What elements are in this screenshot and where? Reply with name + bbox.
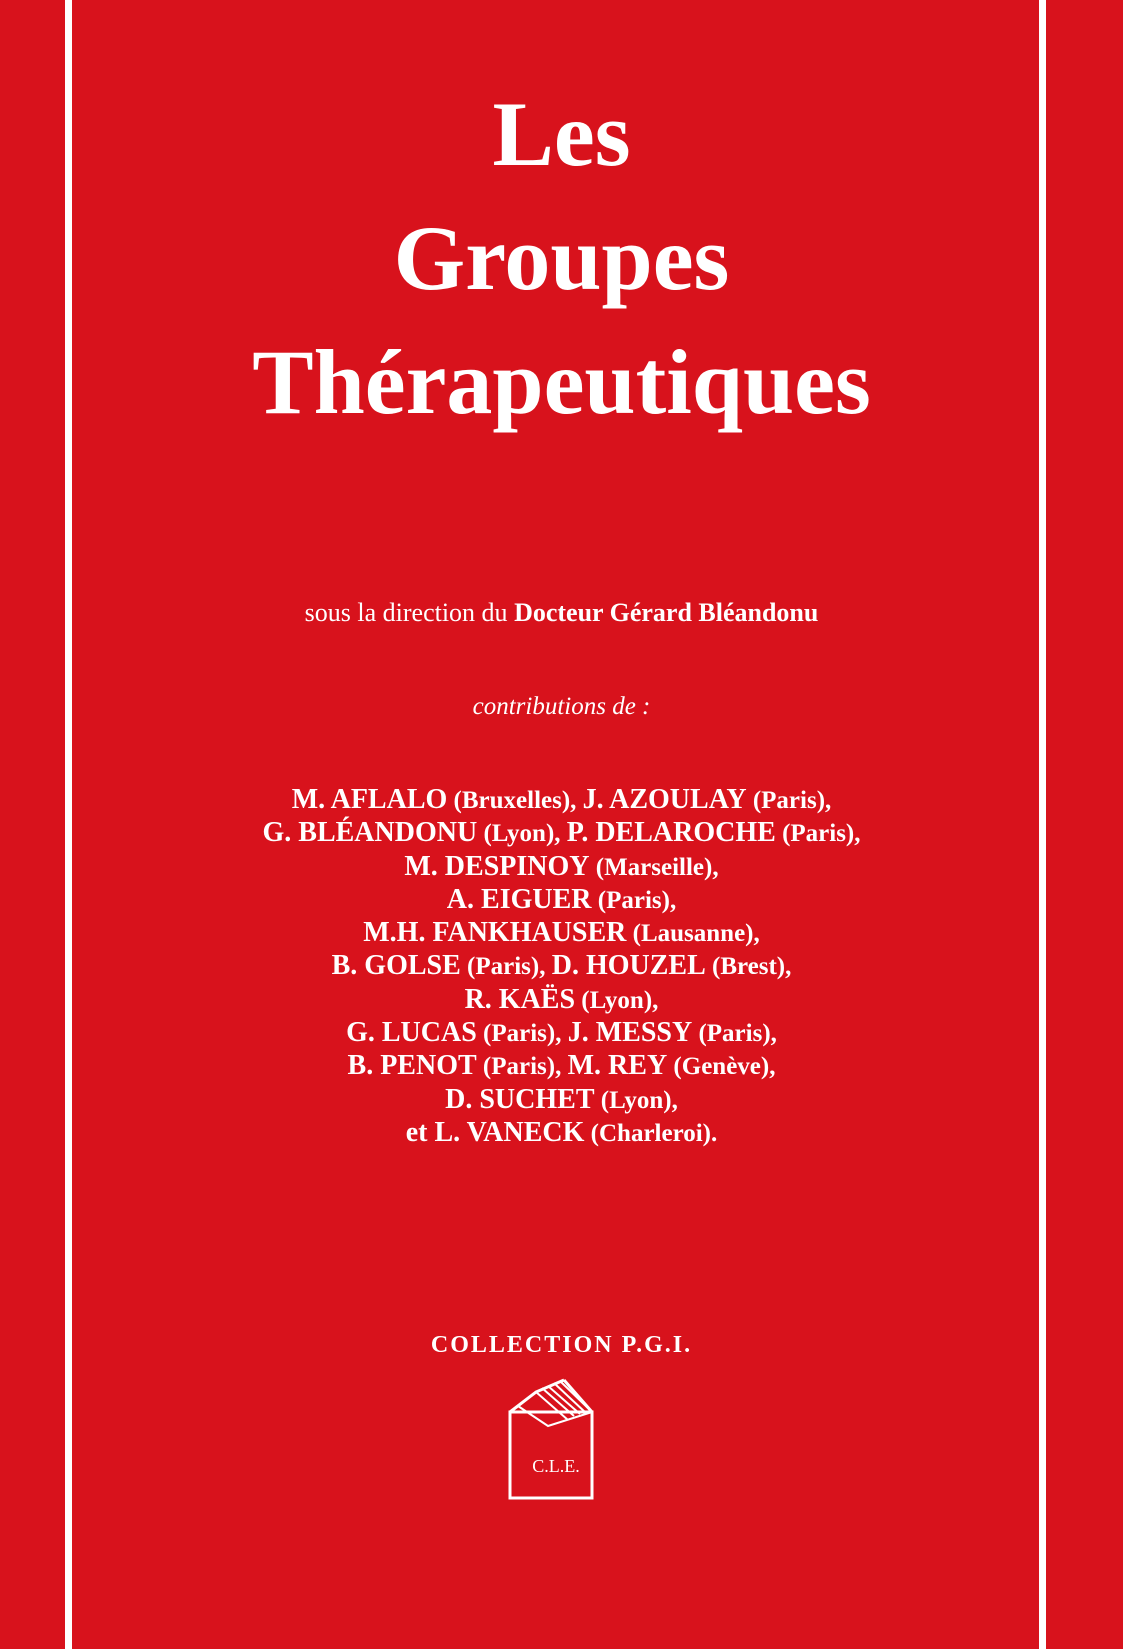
contributor-line bbox=[0, 851, 1123, 884]
contributor-line bbox=[0, 784, 1123, 817]
contributor-name: D. HOUZEL bbox=[551, 950, 706, 982]
contributor-city: (Genève), bbox=[667, 1053, 776, 1081]
contributor-city: (Paris), bbox=[460, 953, 552, 981]
contributor-city: (Paris), bbox=[692, 1020, 777, 1048]
contributor-line bbox=[0, 1050, 1123, 1083]
contributor-city: (Paris), bbox=[476, 1020, 568, 1048]
publisher-logo bbox=[508, 1376, 604, 1502]
title-line-3: Thérapeutiques bbox=[252, 331, 871, 433]
contributor-line bbox=[0, 884, 1123, 917]
contributor-name: M.H. FANKHAUSER bbox=[363, 917, 627, 949]
contributor-city: (Marseille), bbox=[589, 853, 719, 881]
contributor-line bbox=[0, 1084, 1123, 1117]
editor-prefix: sous la direction du bbox=[304, 598, 515, 627]
contributor-city: (Lyon), bbox=[477, 820, 567, 848]
book-title bbox=[0, 72, 1123, 444]
contributor-name: et L. VANECK bbox=[405, 1116, 585, 1148]
contributor-name: A. EIGUER bbox=[446, 883, 592, 915]
contributor-city: (Lyon), bbox=[575, 986, 659, 1014]
contributor-name: D. SUCHET bbox=[445, 1083, 595, 1115]
contributor-city: (Paris), bbox=[775, 820, 861, 848]
contributor-line bbox=[0, 1117, 1123, 1150]
contributor-name: M. AFLALO bbox=[291, 784, 448, 815]
contributor-line bbox=[0, 817, 1123, 850]
contributor-line bbox=[0, 1017, 1123, 1050]
contributor-city: (Paris), bbox=[591, 886, 677, 914]
contributor-name: B. GOLSE bbox=[331, 950, 461, 982]
contributor-city: (Bruxelles), bbox=[447, 787, 583, 814]
contributor-line bbox=[0, 950, 1123, 983]
title-line-2: Groupes bbox=[393, 207, 730, 309]
contributor-line bbox=[0, 984, 1123, 1017]
contributor-city: (Paris), bbox=[746, 787, 832, 814]
contributor-name: G. BLÉANDONU bbox=[262, 817, 478, 849]
contributions-label: contributions de : bbox=[472, 693, 651, 720]
contributor-city: (Paris), bbox=[476, 1053, 568, 1081]
book-icon bbox=[508, 1376, 604, 1502]
contributor-name: M. REY bbox=[567, 1050, 668, 1082]
contributor-city: (Brest), bbox=[705, 953, 792, 981]
editor-line bbox=[0, 596, 1123, 630]
contributors-list bbox=[0, 784, 1123, 1150]
contributor-name: G. LUCAS bbox=[346, 1017, 477, 1049]
publisher-logo-text: C.L.E. bbox=[532, 1456, 580, 1476]
contributor-city: (Lausanne), bbox=[626, 920, 760, 948]
contributor-name: R. KAËS bbox=[464, 983, 576, 1015]
contributor-name: M. DESPINOY bbox=[404, 850, 590, 882]
contributor-line bbox=[0, 917, 1123, 950]
contributor-name: B. PENOT bbox=[347, 1050, 477, 1082]
contributor-city: (Lyon), bbox=[594, 1086, 678, 1114]
contributor-name: J. MESSY bbox=[567, 1017, 693, 1049]
collection-name: COLLECTION P.G.I. bbox=[430, 1332, 693, 1358]
contributor-city: (Charleroi). bbox=[584, 1119, 718, 1147]
title-line-1: Les bbox=[492, 83, 631, 185]
contributor-name: P. DELAROCHE bbox=[566, 817, 776, 849]
contributor-name: J. AZOULAY bbox=[582, 784, 747, 815]
editor-name: Docteur Gérard Bléandonu bbox=[514, 598, 819, 627]
